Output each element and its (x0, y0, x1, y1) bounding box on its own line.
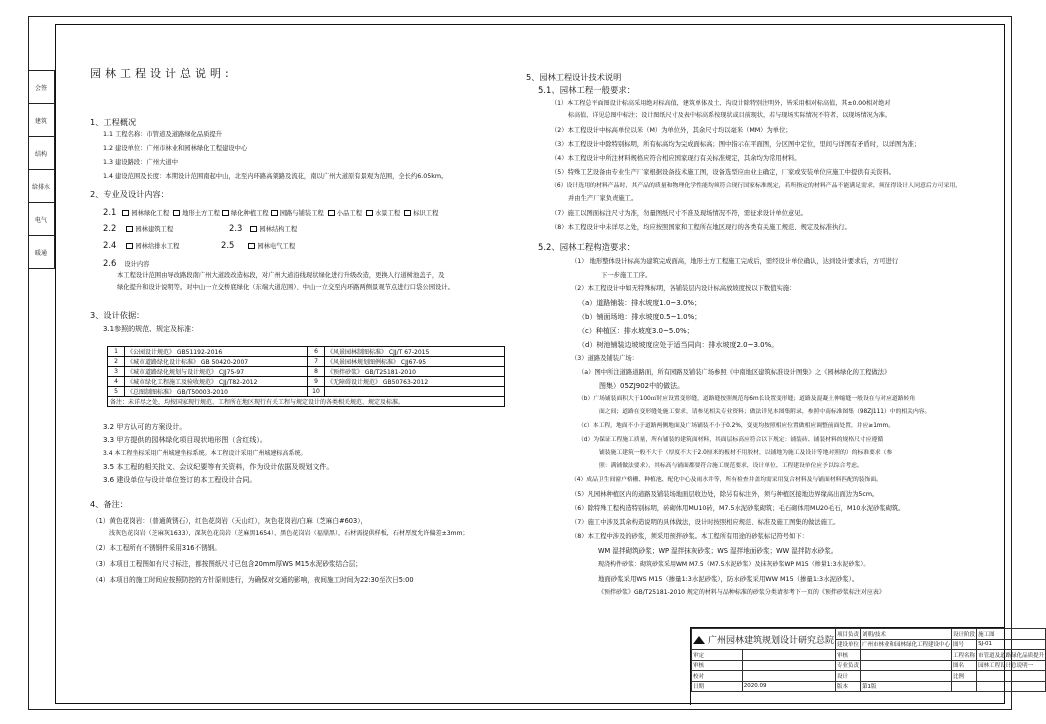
table-row: 1 《公园设计规范》 GB51192-2016 6 《风景园林制图标准》 CJJ/T 67-2015 (108, 347, 505, 357)
options-row: 2.4 园林给排水工程 (103, 240, 180, 250)
section-4-heading: 4、备注： (90, 499, 128, 509)
checkbox-icon (122, 210, 129, 216)
checkbox-icon (366, 210, 373, 216)
company-logo-icon (693, 636, 705, 644)
text-line: 1.4 建设范围及长度：本期设计范围南起中山，北至内环路高架路及流花，南以广州大道原有景观为范围，全长约6.05km。 (103, 173, 448, 180)
stamp-cell: 给排水 (28, 170, 54, 203)
section-1-heading: 1、工程概况 (90, 117, 137, 127)
text-line: （7）施工以图面标注尺寸为准，勿量图纸尺寸不准及现场情况不符，需征求设计单位意见。 (551, 210, 807, 217)
checkbox-icon (404, 210, 411, 216)
subsection-heading: 5.1、园林工程一般要求： (538, 85, 636, 95)
text-line: （4）本项目的施工时间应按照防控的方针原则进行，为确保对交通的影响，夜间施工时间为22:30至次日5:00 (92, 576, 414, 584)
options-row: 2.6 设计内容 (103, 258, 150, 268)
checkbox-icon (250, 226, 257, 232)
subsection-heading: 5.2、园林工程构造要求： (538, 242, 636, 252)
text-line: （4）本工程设计中所注材料规格应符合相应国家现行有关标准规定，其余均为常用材料。 (551, 155, 801, 162)
stamp-cell: 结构 (28, 137, 54, 170)
text-line: （d）为保证工程施工质量，所有铺装的建筑面材料，其面层标高应符合以下规定：铺装砖、铺装材料的规格尺寸应遵循 (578, 437, 884, 443)
text-line: 1.2 建设单位：广州市林业和园林绿化工程建设中心 (103, 145, 248, 152)
text-line: （5）凡园林种植区内的道路及铺装场地面层收边处，除另有标注外，须与种植区接地边界缘高出面边为5cm。 (571, 491, 879, 498)
text-line: 3.2 甲方认可的方案设计。 (103, 423, 187, 431)
text-line: （6）设计选用的材料产品时，其产品的质量和物理化学性能均须符合现行国家标准规定，若所指定的材料产品不能满足需求，须征得设计人同意后方可采用， (551, 183, 962, 189)
text-line: 面之间；道路在变形缝处施工要求，请参见相关专业资料；做法详见本图集附录，参照中南标准图集（98ZJ111）中的相关内容。 (599, 409, 931, 415)
text-line: 地面砂浆采用WS M15（掺量1:3水泥砂浆），防水砂浆采用WW M15（掺量1:3水泥砂浆）。 (598, 575, 859, 583)
page-title: 园林工程设计总说明: (90, 67, 233, 80)
text-line: （3）本工程设计中除特别标明，所有标高均为完成面标高；图中指示在平面图，分区图中定位，里间与详图有矛盾时，以详图为准； (551, 141, 921, 148)
text-line: （7）施工中涉及其余构造说明的具体做法，设计时按照相应规范、标准及施工图集的做法施工。 (571, 519, 840, 526)
text-line: （6）除特殊工程构造特别标明，砖砌体用MU10砖，M7.5水泥砂浆砌筑；毛石砌体用MU20毛石，M10水泥砂浆砌筑。 (571, 505, 905, 512)
section-2-heading: 2、专业及设计内容： (90, 189, 169, 199)
text-line: 下一步施工工序。 (601, 272, 652, 279)
text-line: 现浇构件砂浆：砌筑砂浆采用WM M7.5（M7.5水泥砂浆）及抹灰砂浆WP M15（掺量1:3水泥砂浆）。 (598, 561, 870, 568)
text-line: （2）本工程设计中如无特殊标明，各铺装层内设计标高放坡度按以下数值实施： (571, 285, 796, 292)
text-line: （1）本工程总平面图设计标高采用绝对标高值，建筑单体及土、沟设计除特别注明外，皆采用相对标高值，其±0.00相对绝对 (551, 100, 891, 107)
text-line: WM 湿拌砌筑砂浆；WP 湿拌抹灰砂浆；WS 湿拌地面砂浆；WW 湿拌防水砂浆。 (598, 547, 838, 555)
text-line: 3.5 本工程的相关批文、会议纪要等有关资料，作为设计依据及规划文件。 (103, 463, 334, 471)
text-line: 铺装施工建筑一般不大于（厚度不大于2.0厘米的板材不用胶材，以铺地为施工及设计等地对照的）的标准要求（参 (599, 450, 893, 456)
text-line: （3）本项目工程图如有尺寸标注，都按图纸尺寸已包含20mm厚WS M15水泥砂浆结合层； (92, 560, 362, 568)
spec-table (107, 346, 505, 407)
text-line: （1） 地形整体设计标高为建筑完成面高，地形土方工程施工完成后，需经设计单位确认，达到设计要求后，方可进行 (571, 258, 899, 265)
company-cell: 广州园林建筑规划设计研究总院 (692, 629, 836, 650)
text-line: （3）道路及铺装广场： (571, 355, 638, 362)
text-line: 3.4 本工程坐标采用广州城建坐标系统。本工程设计采用广州城建标高系统。 (103, 450, 307, 457)
table-row: 5 《总图制图标准》 GB/T50003-2010 10 (108, 387, 505, 397)
checkbox-icon (126, 226, 133, 232)
text-line: （a）图中所注道路道路面，所有园路及铺装广场参照《中南地区建筑标准设计图集》之《园林绿化的工程做法》 (578, 369, 891, 376)
text-line: 3.1参照的规范、规定及标准： (103, 325, 199, 333)
text-line: 《预拌砂浆》GB/T25181-2010 规定的材料与品种标准的砂浆分类请参考下一页的《预拌砂浆标注对应表》 (598, 589, 885, 596)
text-line: 1.1 工程名称：市管道及道路绿化品质提升 (103, 131, 223, 138)
text-line: 1.3 建设路段：广州大道中 (103, 159, 178, 166)
text-line: （2）本工程所有不锈钢件采用316不锈钢。 (92, 544, 221, 552)
section-5-heading: 5、园林工程设计技术说明 (526, 72, 622, 82)
title-block: 广州园林建筑规划设计研究总院 项目负责 刘朝/技术 设计阶段 施工图 建设单位 广州市林业和园林绿化工程建设中心 图号 SJ-01 审定 审核 工程名称 市管道及道路绿化品质提升 审核 专业负责 图名 园林工程设计总说明一 校对 设计 比例 日期 2020.09 版本 第1版 (690, 627, 1005, 705)
text-line: 浅灰色花岗岩（芝麻灰1633），深灰色花岗岩（芝麻黑1654），黑色花岗岩（福鼎黑），石材需提供样板，石材厚度允许偏差±3mm； (109, 530, 469, 537)
text-line: （1）黄色花岗岩：（普通黄锈石），红色花岗岩（天山红），灰色花岗岩/白麻（芝麻白#603）， (92, 517, 368, 525)
checkbox-icon (328, 210, 335, 216)
text-line: （2）本工程设计中标高单位以米（M）为单位外，其余尺寸均以毫米（MM）为单位； (551, 127, 792, 134)
stamp-cell: 会签 (28, 71, 54, 104)
text-line: （4）成品卫生间窗户格栅、种植池、配化中心及雨水井等，所有检查井盖均需采用复合材料及与铺面材料匹配的装饰面。 (571, 477, 882, 483)
text-line: （8）本工程设计中未详尽之处，均应按照国家和工程所在地区现行的各类有关施工规范、规定及标准执行。 (551, 224, 851, 231)
text-line: 并由生产厂家负责施工。 (568, 195, 638, 202)
text-line: （c）本工程，地面不小于道路两侧地面及广场铺装不小于0.2%，变更均按照相应位置做相应调整前面处置，并应≥1mm。 (578, 423, 895, 429)
options-row: 2.5 园林电气工程 (221, 240, 296, 250)
text-line: （b）铺面场地：排水坡度0.5~1.0%； (578, 313, 702, 321)
table-row: 3 《城市道路绿化规划与设计规范》 CJJ75-97 8 《预拌砂浆》 GB/T25181-2010 (108, 367, 505, 377)
text-line: （d）树池铺装边坡坡度应处于适当同向：排水坡度2.0~3.0%。 (578, 341, 779, 349)
text-line: （5）特殊工艺设备由专业生产厂家根据设备技术施工图，设备选型应由业主确定，厂家或安装单位应施工中提供有关资料。 (551, 169, 896, 176)
text-line: （a）道路铺装：排水坡度1.0~3.0%； (578, 299, 702, 307)
stamp-cell: 建筑 (28, 104, 54, 137)
text-line: （b）广场铺装面积大于100㎡时应设置变形缝，道路缝按照规范每6m长设置变形缝；道路及混凝土伸缩缝一般设在与对应道路转角 (578, 396, 916, 402)
checkbox-icon (271, 210, 278, 216)
text-line: 3.3 甲方提供的园林绿化项目现状地形图（含红线）。 (103, 436, 267, 444)
options-row: 2.1 园林绿化工程 地形土方工程 绿化种植工程 园路与铺装工程 小品工程 水景工程 标识工程 (103, 207, 439, 217)
stamp-cell: 暖通 (34, 249, 47, 257)
checkbox-icon (222, 210, 229, 216)
checkbox-icon (248, 243, 255, 249)
options-row: 2.3 园林结构工程 (229, 223, 298, 233)
text-line: 照：满铺做法要求），其标高与铺面都要符合施工规范要求，设计单位、工程建设单位应予以综合考虑。 (599, 463, 863, 469)
checkbox-icon (126, 243, 133, 249)
stamp-cell: 电气 (28, 203, 54, 236)
text-line: （8）本工程中涉及的砂浆，须采用预拌砂浆。本工程所有用途的砂浆标记符号如下： (571, 533, 808, 540)
text-line: 标高值，详见总图中标注；设计图纸尺寸及表中标高系按现状或目前现状，若与现场实际情况不符者，以现场情况为准。 (568, 112, 891, 119)
table-row: 4 《城市绿化工程施工及验收规范》 CJJ/T82-2012 9 《无障碍设计规范》 GB50763-2012 (108, 377, 505, 387)
options-row: 2.2 园林建筑工程 (103, 223, 174, 233)
table-row: 备注：未详尽之处，均按国家现行规范、工程所在地区现行有关工程与规定设计的各类相关规范、规定及标准。 (108, 397, 505, 407)
text-line: 绿化提升和设计说明等。对中山一立交桥底绿化（东端大道范围）、中山一立交至内环路两侧景观节点进行口袋公园设计。 (117, 284, 454, 291)
checkbox-icon (173, 210, 180, 216)
text-line: 3.6 建设单位与设计单位签订的本工程设计合同。 (103, 476, 257, 484)
table-row: 2 《城市道路绿化设计标准》 GB 50420-2007 7 《风景园林规划图例标准》 CJJ67-95 (108, 357, 505, 367)
text-line: 图集）05ZJ902中的做法。 (599, 382, 685, 390)
side-stamp (28, 70, 55, 269)
text-line: （c）种植区：排水坡度3.0~5.0%； (578, 327, 694, 335)
section-3-heading: 3、设计依据： (90, 310, 145, 320)
text-line: 本工程设计范围由导改路段南广州大道段改造标段，对广州大道沿线现状绿化进行升级改造，更换人行道树池盖子，及 (117, 272, 445, 279)
